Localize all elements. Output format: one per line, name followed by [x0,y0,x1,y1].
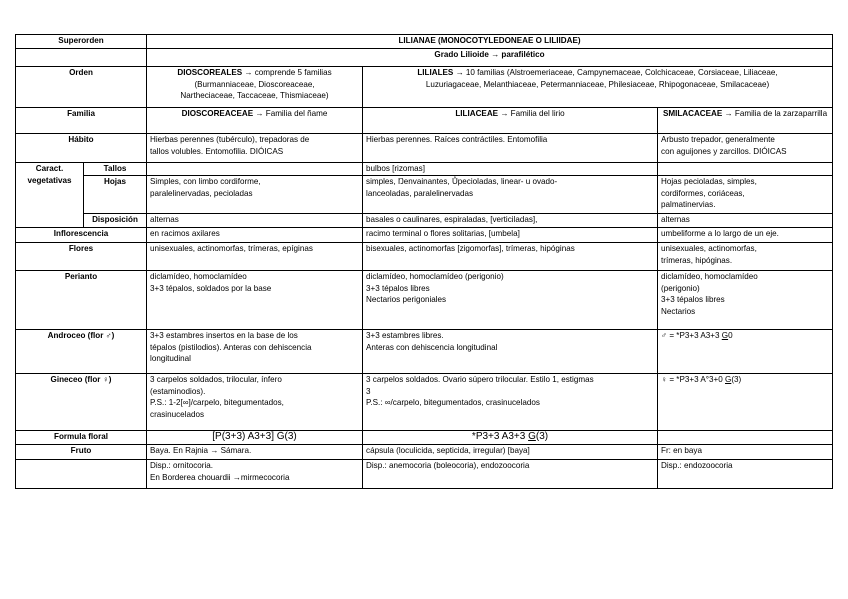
disposicion-smi: alternas [658,214,833,228]
familia-dioscoreaceae: DIOSCOREACEAE → Familia del ñame [147,108,363,134]
inflorescencia-dio: en racimos axilares [147,228,363,243]
tallos-dio [147,163,363,176]
hojas-label: Hojas [84,176,147,214]
familia-liliaceae: LILIACEAE → Familia del lirio [363,108,658,134]
hojas-smi: Hojas pecioladas, simples, cordiformes, coriáceas, palmatinervias. [658,176,833,214]
gineceo-smi: ♀ = *P3+3 A°3+0 G(3) [658,374,833,431]
formula-label: Formula floral [16,431,147,445]
caract-vegetativas-label: Caract. vegetativas [16,163,84,228]
disposicion-label: Disposición [84,214,147,228]
androceo-label: Androceo (flor ♂) [16,330,147,374]
inflorescencia-label: Inflorescencia [16,228,147,243]
perianto-dio: diclamídeo, homoclamídeo 3+3 tépalos, soldados por la base [147,271,363,330]
gineceo-lil: 3 carpelos soldados. Ovario súpero trilocular. Estilo 1, estigmas 3 P.S.: ∞/carpelo, bitegumentados, crasinucelados [363,374,658,431]
tallos-label: Tallos [84,163,147,176]
androceo-lil: 3+3 estambres libres. Anteras con dehiscencia longitudinal [363,330,658,374]
disposicion-dio: alternas [147,214,363,228]
familia-label: Familia [16,108,147,134]
flores-dio: unisexuales, actinomorfas, trímeras, epíginas [147,243,363,271]
superorden-label: Superorden [16,35,147,49]
perianto-label: Perianto [16,271,147,330]
fruto-label: Fruto [16,445,147,460]
fruto-lil: cápsula (loculicida, septicida, irregular) [baya] [363,445,658,460]
inflorescencia-smi: umbeliforme a lo largo de un eje. [658,228,833,243]
dispersion-dio: Disp.: ornitocoria. En Borderea chouardii →mirmecocoria [147,460,363,489]
habito-smi: Arbusto trepador, generalmente con aguijones y zarcillos. DIÓICAS [658,134,833,163]
orden-label: Orden [16,67,147,108]
flores-label: Flores [16,243,147,271]
perianto-smi: diclamídeo, homoclamídeo (perigonio) 3+3 tépalos libres Nectarios [658,271,833,330]
fruto-smi: Fr: en baya [658,445,833,460]
orden-dioscoreales: DIOSCOREALES → comprende 5 familias (Burmanniaceae, Dioscoreaceae, Nartheciaceae, Taccaceae, Thismiaceae) [147,67,363,108]
androceo-smi: ♂ = *P3+3 A3+3 G0 [658,330,833,374]
orden-liliales: LILIALES → 10 familias (Alstroemeriaceae, Campynemaceae, Colchicaceae, Corsiaceae, Liliaceae, Luzuriagaceae, Melanthiaceae, Petermanniaceae, Philesiaceae, Rhipogonaceae, Smilacaceae) [363,67,833,108]
habito-lil: Hierbas perennes. Raíces contráctiles. Entomofilia [363,134,658,163]
lilianae-table [15,34,833,489]
familia-smilacaceae: SMILACACEAE → Familia de la zarzaparrilla [658,108,833,134]
tallos-smi [658,163,833,176]
formula-smi [658,431,833,445]
dispersion-smi: Disp.: endozoocoria [658,460,833,489]
flores-lil: bisexuales, actinomorfas [zigomorfas], trímeras, hipóginas [363,243,658,271]
inflorescencia-lil: racimo terminal o flores solitarias, [umbela] [363,228,658,243]
disposicion-lil: basales o caulinares, espiraladas, [verticiladas], [363,214,658,228]
habito-label: Hábito [16,134,147,163]
gineceo-dio: 3 carpelos soldados, trilocular, ínfero (estaminodios). P.S.: 1-2[∞]/carpelo, bitegumentados, crasinucelados [147,374,363,431]
hojas-dio: Simples, con limbo cordiforme, paralelinervadas, pecioladas [147,176,363,214]
fruto-dio: Baya. En Rajnia → Sámara. [147,445,363,460]
gineceo-label: Gineceo (flor ♀) [16,374,147,431]
formula-dio: [P(3+3) A3+3] Ḡ(3) [147,431,363,445]
dispersion-lil: Disp.: anemocoria (boleocoria), endozoocoria [363,460,658,489]
formula-lil: *P3+3 A3+3 G(3) [363,431,658,445]
tallos-lil: bulbos [rizomas] [363,163,658,176]
androceo-dio: 3+3 estambres insertos en la base de los tépalos (pistilodios). Anteras con dehiscencia longitudinal [147,330,363,374]
flores-smi: unisexuales, actinomorfas, trímeras, hipóginas. [658,243,833,271]
habito-dio: Hierbas perennes (tubérculo), trepadoras de tallos volubles. Entomofilia. DIÓICAS [147,134,363,163]
hojas-lil: simples, Ŋenvainantes, Ůpecioladas, linear- u ovado- lanceoladas, paralelinervadas [363,176,658,214]
grado-value: Grado Lilioide → parafilético [147,49,833,67]
superorden-value: LILIANAE (MONOCOTYLEDONEAE O LILIIDAE) [147,35,833,49]
perianto-lil: diclamídeo, homoclamídeo (perigonio) 3+3 tépalos libres Nectarios perigoniales [363,271,658,330]
